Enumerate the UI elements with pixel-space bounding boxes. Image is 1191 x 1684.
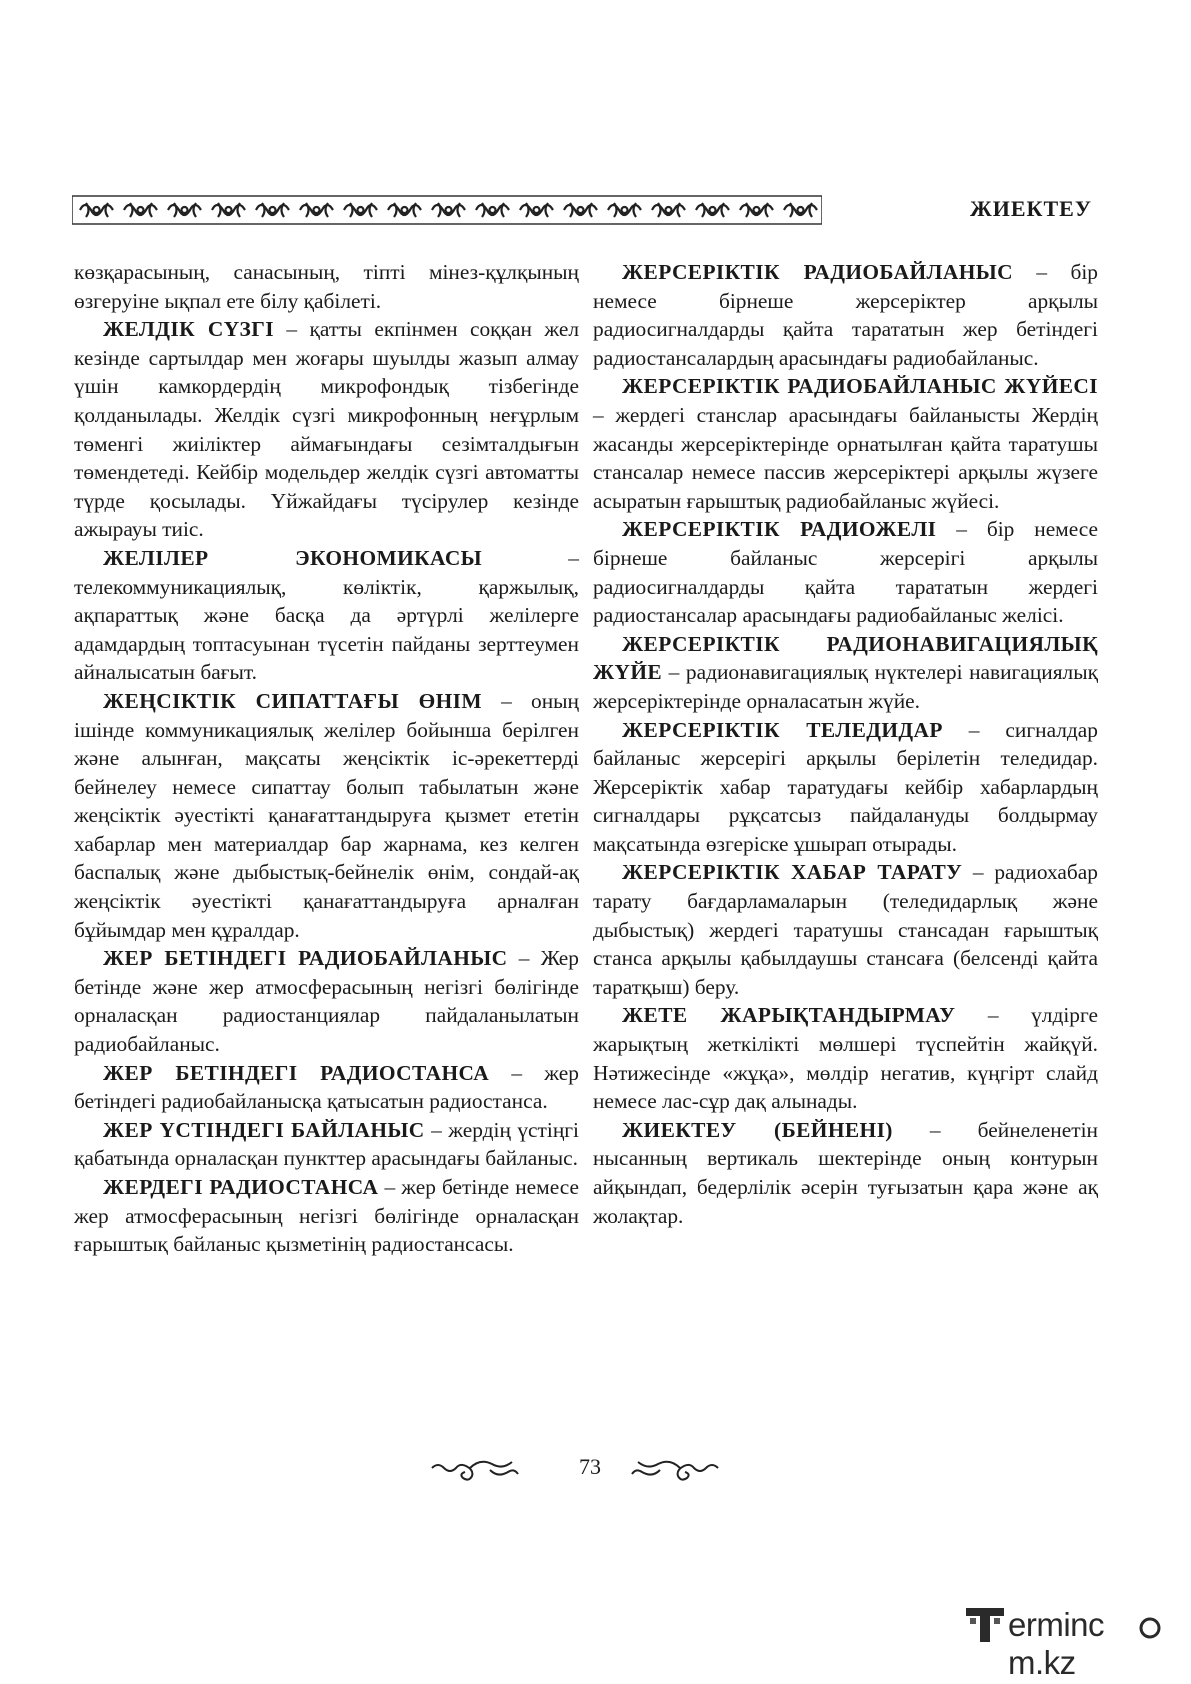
- entry-definition: – бір немесе бірнеше байланыс жерсерігі арқылы радиосигналдарды қайта тарататын жердегі радиостансалар арасындағы радиобайланыс желісі.: [593, 517, 1098, 628]
- entry-definition: – радионавигациялық нүктелері навигациялық жерсеріктерінде орналасатын жүйе.: [593, 660, 1098, 713]
- entry-term: ЖЕЛІЛЕР ЭКОНОМИКАСЫ: [103, 545, 483, 570]
- entry-term: ЖЕР БЕТІНДЕГІ РАДИОСТАНСА: [103, 1060, 490, 1085]
- dictionary-entry: [74, 1173, 579, 1259]
- entry-term: ЖЕҢСІКТІК СИПАТТАҒЫ ӨНІМ: [103, 688, 482, 713]
- entry-definition: – жердің үстіңгі қабатында орналасқан пункттер арасындағы байланыс.: [74, 1117, 579, 1171]
- running-head: ЖИЕКТЕУ: [970, 196, 1092, 221]
- entry-definition: – оның ішінде коммуникациялық желілер бойынша берілген және алынған, мақсаты жеңсіктік іс-әрекеттерді бейнелеу немесе сипаттау болып табылатын және жеңсіктік әуестікті қанағаттандыруға қызмет ететін хабарлар мен материалдар бар жарнама, кез келген баспалық және дыбыстық-бейнелік өнім, сондай-ақ жеңсіктік әуестікті қанағаттандыруға арналған бұйымдар мен құралдар.: [74, 688, 579, 942]
- dictionary-entry: [593, 1116, 1098, 1230]
- entry-term: ЖЕРСЕРІКТІК РАДИОБАЙЛАНЫС ЖҮЙЕСІ: [622, 374, 1098, 399]
- entry-definition: – жер бетінде немесе жер атмосферасының негізгі бөлігінде орналасқан ғарыштық байланыс қызметінің радиостансасы.: [74, 1175, 579, 1257]
- entry-definition: – жердегі станслар арасындағы байланысты Жердің жасанды жерсеріктерінде орнатылған қайта таратушы стансалар немесе пассив жерсеріктері арқылы жүзеге асыратын ғарыштық радиобайланыс жүйесі.: [593, 402, 1098, 513]
- watermark-o-ring-icon: [1138, 1616, 1162, 1640]
- swirl-ornament-left-icon: [430, 1454, 520, 1484]
- termincom-logo-icon: [964, 1602, 1008, 1646]
- entry-definition: – Жер бетінде және жер атмосферасының негізгі бөлігінде орналасқан радиостанциялар пайдаланылатын радиобайланыс.: [74, 946, 579, 1057]
- entry-term: ЖЕР ҮСТІНДЕГІ БАЙЛАНЫС: [103, 1117, 425, 1142]
- page-header: [72, 190, 1092, 232]
- entry-term: ЖЕРДЕГІ РАДИОСТАНСА: [103, 1175, 379, 1199]
- entry-definition: – бейнеленетін нысанның вертикаль шектерінде оның контурын айқындап, бедерлілік әсерін туғызатын қара және ақ жолақтар.: [593, 1117, 1098, 1228]
- dictionary-entry: [593, 630, 1098, 716]
- dictionary-entry: [74, 315, 579, 544]
- entry-term: ЖИЕКТЕУ (БЕЙНЕНІ): [622, 1117, 893, 1142]
- kazakh-ornament-band-icon: [72, 194, 822, 226]
- entry-definition: – қатты екпінмен соққан жел кезінде сартылдар мен жоғары шуылды жазып алмау үшін камкордердің микрофондық тізбегінде қолданылады. Желдік сүзгі микрофонның неғұрлым төменгі жиіліктер аймағындағы сезімталдығын төмендетеді. Кейбір модельдер желдік сүзгі автоматты түрде қосылады. Үйжайдағы түсірулер кезінде ажырауы тиіс.: [74, 317, 579, 542]
- left-column: [74, 258, 579, 1259]
- entry-term: ЖЕРСЕРІКТІК ТЕЛЕДИДАР: [622, 717, 943, 742]
- dictionary-entry: [74, 1116, 579, 1173]
- entry-definition: – радиохабар тарату бағдарламаларын (теледидарлық және дыбыстық) жердегі таратушы стансадан ғарыштық станса арқылы қабылдаушы стансаға (белсенді қайта таратқыш) беру.: [593, 860, 1098, 999]
- entry-definition: – бір немесе бірнеше жерсеріктер арқылы радиосигналдарды қайта тарататын жер бетіндегі радиостансалардың арасындағы радиобайланыс.: [593, 260, 1098, 370]
- page-number: 73: [579, 1454, 601, 1479]
- entry-term: ЖЕРСЕРІКТІК РАДИОЖЕЛІ: [622, 517, 937, 542]
- dictionary-entry: [593, 258, 1098, 372]
- dictionary-entry: [74, 258, 579, 315]
- swirl-ornament-right-icon: [630, 1454, 720, 1484]
- page-footer: [0, 1452, 1191, 1486]
- entry-definition: – сигналдар байланыс жерсерігі арқылы берілетін теледидар. Жерсеріктік хабар таратудағы кейбір хабарлардың сигналдары рұқсатсыз пайдалануды болдырмау мақсатында өзгеріске ұшырап отырады.: [593, 717, 1098, 856]
- entry-definition: – телекоммуникациялық, көліктік, қаржылық, ақпараттық және басқа да әртүрлі желілерге адамдардың топтасуынан түсетін пайданы зерттеумен айналысатын бағыт.: [74, 545, 579, 685]
- dictionary-entry: [74, 944, 579, 1058]
- entry-term: ЖЕРСЕРІКТІК РАДИОНАВИГАЦИЯЛЫҚ ЖҮЙЕ: [593, 631, 1098, 685]
- termincom-watermark: [964, 1600, 1174, 1681]
- dictionary-entry: [593, 716, 1098, 859]
- dictionary-entry: [74, 687, 579, 944]
- dictionary-entry: [593, 515, 1098, 629]
- dictionary-entry: [593, 858, 1098, 1001]
- right-column: [593, 258, 1098, 1230]
- entry-term: ЖЕР БЕТІНДЕГІ РАДИОБАЙЛАНЫС: [103, 946, 508, 971]
- dictionary-entry: [74, 1059, 579, 1116]
- dictionary-entry: [74, 544, 579, 687]
- dictionary-entry: [593, 372, 1098, 515]
- watermark-text: erminc m.kz: [1008, 1606, 1105, 1681]
- entry-definition: – жер бетіндегі радиобайланысқа қатысатын радиостанса.: [74, 1060, 579, 1114]
- dictionary-entry: [593, 1001, 1098, 1115]
- entry-definition: – үлдірге жарықтың жеткілікті мөлшері түспейтін жайқүй. Нәтижесінде «жұқа», мөлдір негатив, күңгірт слайд немесе лас-сұр дақ алынады.: [593, 1003, 1098, 1114]
- entry-term: ЖЕРСЕРІКТІК РАДИОБАЙЛАНЫС: [622, 260, 1014, 284]
- entry-term: ЖЕРСЕРІКТІК ХАБАР ТАРАТУ: [622, 860, 963, 885]
- entry-definition: көзқарасының, санасының, тіпті мінез-құлқының өзгеруіне ықпал ете білу қабілеті.: [74, 260, 579, 313]
- entry-term: ЖЕТЕ ЖАРЫҚТАНДЫРМАУ: [622, 1003, 956, 1028]
- entry-term: ЖЕЛДІК СҮЗГІ: [103, 317, 274, 342]
